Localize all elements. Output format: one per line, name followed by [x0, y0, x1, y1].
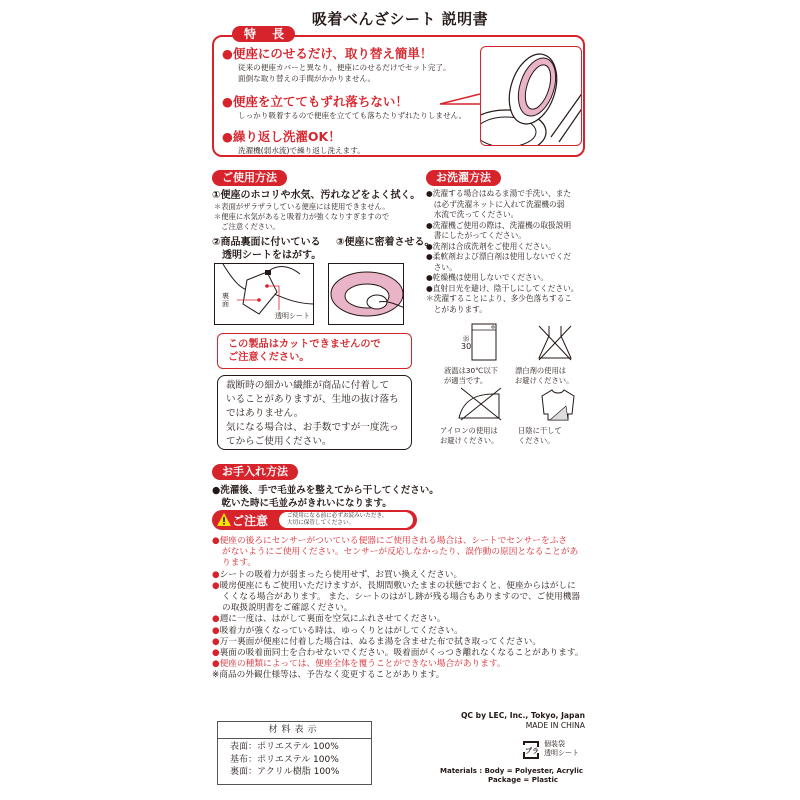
no-bleach-icon [535, 322, 575, 362]
caution-item: ●便座の後ろにセンサーがついている便器にご使用される場合は、シートでセンサーをふさ [212, 536, 568, 546]
clear-sheet-label: 透明シート [275, 312, 310, 320]
shade-dry-icon [538, 386, 578, 422]
no-iron-symbol: アイロンの使用は お避けください。 [440, 386, 520, 446]
caution-item: ●暖房便座にもご使用いただけますが、長期間敷いたままの状態でおくと、便座からはがしに [212, 580, 576, 591]
usage-tag: ご使用方法 [212, 170, 287, 186]
caution-item: ●週に一度は、はがして裏面を空気にふれさせてください。 [212, 614, 446, 625]
washing-list: ●洗濯する場合はぬるま湯で手洗い、また は必ず洗濯ネットに入れて洗濯機の弱 水流で洗ってください。 ●洗濯機ご使用の際は、洗濯機の取扱説明 書にしたがってください。 ●洗剤は合成洗剤をご使用ください。 ●柔軟剤および漂白剤は使用しないでくだ さい。 ●乾燥機は使用しないでください。 ●直射日光を避け、陰干しにしてください。 ＊洗濯することにより、多少色落ちするこ とがあります。 [426, 189, 579, 314]
step-1: ①便座のホコリや水気、汚れなどをよく拭く。 [212, 190, 421, 201]
wash-temp-symbol: 弱 30 液温は30℃以下 が適当です。 [444, 322, 524, 386]
washing-tag: お洗濯方法 [426, 170, 501, 186]
materials-row: 表面：ポリエステル 100% [230, 742, 339, 752]
caution-header: ご注意 ご使用になる前に必ずお読みいただき、 大切に保管してください。 [212, 510, 417, 530]
manufacturer-info: QC by LEC, Inc., Tokyo, Japan MADE IN CHINA [460, 711, 585, 730]
materials-table [217, 721, 372, 785]
no-iron-icon [455, 386, 505, 422]
pla-recycle-icon [520, 739, 542, 761]
caution-item: ●シートの吸着力が弱まったら使用せず、お買い換えください。 [212, 569, 463, 580]
toilet-seat-illustration [480, 46, 582, 146]
caution-section [212, 510, 600, 682]
materials-row: 裏面：アクリル樹脂 100% [230, 767, 340, 777]
shade-dry-symbol: 日陰に干して ください。 [518, 386, 598, 446]
spec-change-note: ※商品の外観仕様等は、予告なく変更することがあります。 [212, 670, 445, 681]
feature-item: ●便座にのせるだけ、取り替え簡単！ 従来の便座カバーと異なり、便座にのせるだけでセット完了。 面倒な取り替えの手間がかかりません。 [222, 46, 451, 83]
peel-sheet-illustration [214, 263, 314, 325]
caution-item: ●裏面の吸着面同士を合わせないでください。吸着面がくっつき離れなくなることがあります。 [212, 648, 584, 659]
feature-item: ●便座を立ててもずれ落ちない！ しっかり吸着するので便座を立てても落ちたりずれたりしません。 [222, 94, 467, 120]
materials-header: 材料表示 [218, 722, 371, 739]
attach-seat-illustration [328, 263, 404, 325]
care-tag: お手入れ方法 [212, 464, 298, 480]
caution-item: ●便座の種類によっては、便座全体を覆うことができない場合があります。 [212, 659, 506, 670]
features-tag: 特 長 [232, 26, 295, 42]
materials-row: 基布：ポリエステル 100% [230, 754, 339, 765]
back-label: 裏 面 [222, 292, 229, 308]
callout-pointer [440, 90, 482, 110]
no-bleach-symbol: 漂白剤の使用は お避けください。 [515, 322, 595, 386]
warning-icon [217, 513, 231, 526]
washing-section [426, 166, 596, 315]
no-cut-warning: この製品はカットできませんので ご注意ください。 [217, 333, 412, 369]
caution-item: ●吸着力が強くなっている時は、ゆっくりとはがしてください。 [212, 625, 463, 636]
step-2: ②商品裏面に付いている 透明シートをはがす。 [212, 237, 322, 261]
svg-text:プラ: プラ [525, 747, 539, 755]
caution-note: ご使用になる前に必ずお読みいただき、 大切に保管してください。 [279, 512, 413, 528]
caution-list: ●便座の後ろにセンサーがついている便器にご使用される場合は、シートでセンサーをふさ がないようにご使用ください。センサーが反応しなかったり、誤作動の原因となることがあ ります。 ●シートの吸着力が弱まったら使用せず、お買い換えください。 ●暖房便座にもご使用いただけますが、長期間敷いたままの状態でおくと、便座からはがしに くくなる場合があります。 また、シートのはがし跡が残る場合もありますので、ご使用機器 の取扱説明書をご確認ください。 ●週に一度は、はがして裏面を空気にふれさせてください。 ●吸着力が強くなっている時は、ゆっくりとはがしてください。 ●万一裏面が便座に付着した場合は、ぬるま湯を含ませた布で拭き取ってください。 ●裏面の吸着面同士を合わせないでください。吸着面がくっつき離れなくなることがあります。 ●便座の種類によっては、便座全体を覆うことができない場合があります。 ※商品の外観仕様等は、予告なく変更することがあります。 [212, 536, 600, 682]
care-section: お手入れ方法 ●洗濯後、手で毛並みを整えてから干してください。 乾いた時に毛並みがきれいになります。 [212, 465, 439, 509]
materials-english: Materials : Body = Polyester, Acrylic Package = Plastic [440, 767, 584, 784]
page-title: 吸着べんざシート 説明書 [311, 10, 489, 28]
usage-section: ご使用方法 ①便座のホコリや水気、汚れなどをよく拭く。 ＊表面がザラザラしている便座には使用できません。 ＊便座に水気があると吸着力が強くなりすぎますので ご注意ください。 ②商品裏面に付いている 透明シートをはがす。 ③便座に密着させる。 [212, 171, 435, 261]
step-3: ③便座に密着させる。 [336, 237, 435, 248]
caution-item: ●万一裏面が便座に付着した場合は、ぬるま湯を含ませた布で拭き取ってください。 [212, 636, 542, 647]
fiber-note: 裁断時の細かい繊維が商品に付着して いることがありますが、生地の抜け落ち ではありません。 気になる場合は、お手数ですが一度洗っ てからご使用ください。 [217, 375, 412, 450]
recycle-mark: プラ 個装袋 透明シート [520, 737, 600, 767]
feature-item: ●繰り返し洗濯OK！ 洗濯機(弱水流)で繰り返し洗えます。 [222, 129, 365, 155]
